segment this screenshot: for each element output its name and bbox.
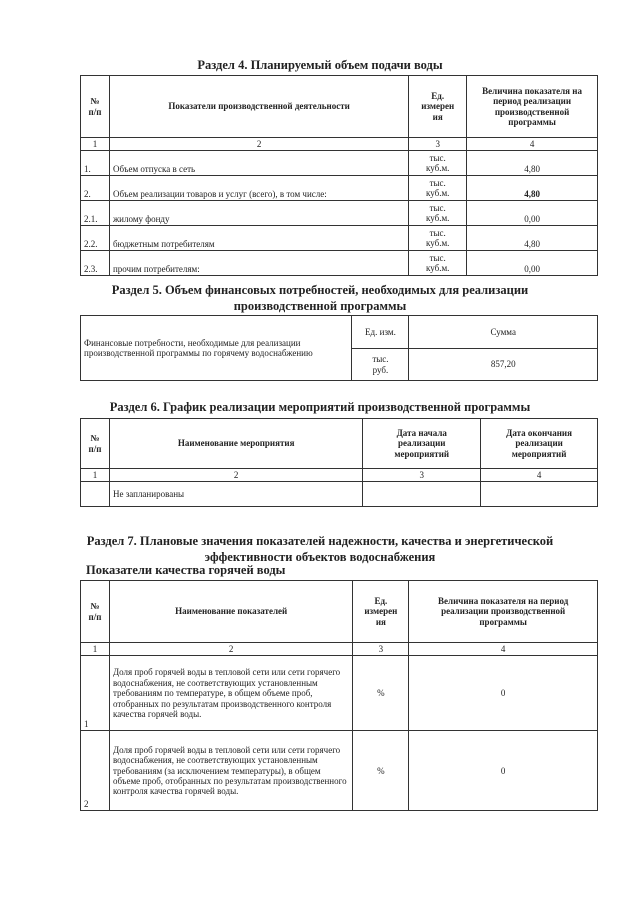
- table-row: [81, 226, 598, 251]
- row-number: 2.2.: [81, 226, 110, 251]
- row-name: бюджетным потребителям: [109, 226, 408, 251]
- row-number: 1: [81, 656, 110, 731]
- s7-header-num: № п/п: [81, 581, 110, 643]
- row-value: 4,80: [467, 176, 598, 201]
- row-value: 0: [409, 731, 598, 811]
- row-number: 2.1.: [81, 201, 110, 226]
- row-value: 0,00: [467, 251, 598, 276]
- row-value: 0: [409, 656, 598, 731]
- row-name: Объем реализации товаров и услуг (всего), в том числе:: [109, 176, 408, 201]
- section7-title-line2: эффективности объектов водоснабжения: [204, 550, 436, 564]
- table-row: [81, 482, 598, 507]
- row-unit: тыс. куб.м.: [409, 226, 467, 251]
- row-number: 2: [81, 731, 110, 811]
- s6-header-end: Дата окончания реализации мероприятий: [481, 419, 598, 469]
- s7-numrow-3: 3: [353, 643, 409, 656]
- s7-header-value: Величина показателя на период реализации производственной программы: [409, 581, 598, 643]
- row-number: 1.: [81, 151, 110, 176]
- s7-header-indicator: Наименование показателей: [109, 581, 352, 643]
- s5-financial-needs: Финансовые потребности, необходимые для реализации производственной программы по горячему водоснабжению: [81, 316, 352, 381]
- section4-table: [80, 75, 598, 276]
- section6-table: [80, 418, 598, 507]
- row-name: Доля проб горячей воды в тепловой сети или сети горячего водоснабжения, не соответствующих установленным требованиям (за исключением температуры), в общем объеме проб, отобранных по результатам производственного контроля качества горячей воды.: [109, 731, 352, 811]
- s4-header-value: Величина показателя на период реализации производственной программы: [467, 76, 598, 138]
- s6-numrow-3: 3: [363, 469, 481, 482]
- row-unit: тыс. куб.м.: [409, 151, 467, 176]
- s6-header-event: Наименование мероприятия: [109, 419, 362, 469]
- row-name: Доля проб горячей воды в тепловой сети или сети горячего водоснабжения, не соответствующих установленным требованиям по температуре, в общем объеме проб, отобранных по результатам производственного контроля качества горячей воды.: [109, 656, 352, 731]
- s5-sum-value: 857,20: [409, 349, 598, 381]
- section5-table: [80, 315, 598, 381]
- table-row: [81, 201, 598, 226]
- s4-header-unit: Ед. измерен ия: [409, 76, 467, 138]
- s6-header-start: Дата начала реализации мероприятий: [363, 419, 481, 469]
- s4-numrow-1: 1: [81, 138, 110, 151]
- row-unit: %: [353, 731, 409, 811]
- s7-numrow-4: 4: [409, 643, 598, 656]
- s7-numrow-2: 2: [109, 643, 352, 656]
- table-row: [81, 251, 598, 276]
- section5-title-line2: производственной программы: [233, 299, 407, 313]
- s6-not-planned: Не запланированы: [109, 482, 362, 507]
- s6-numrow-4: 4: [481, 469, 598, 482]
- s5-unit: тыс. руб.: [352, 349, 409, 381]
- section5-title: Раздел 5. Объем финансовых потребностей, необходимых для реализации: [111, 283, 529, 297]
- row-name: прочим потребителям:: [109, 251, 408, 276]
- section7-table: [80, 580, 598, 811]
- s4-header-indicator: Показатели производственной деятельности: [109, 76, 408, 138]
- row-unit: %: [353, 656, 409, 731]
- row-unit: тыс. куб.м.: [409, 251, 467, 276]
- s6-numrow-1: 1: [81, 469, 110, 482]
- section7-title: Раздел 7. Плановые значения показателей надежности, качества и энергетической: [86, 534, 554, 548]
- section4-title: Раздел 4. Планируемый объем подачи воды: [197, 58, 443, 72]
- table-row: [81, 656, 598, 731]
- s4-header-num: № п/п: [81, 76, 110, 138]
- row-number: 2.3.: [81, 251, 110, 276]
- row-value: 0,00: [467, 201, 598, 226]
- table-row: [81, 731, 598, 811]
- s6-numrow-2: 2: [109, 469, 362, 482]
- table-row: [81, 176, 598, 201]
- row-unit: тыс. куб.м.: [409, 201, 467, 226]
- row-unit: тыс. куб.м.: [409, 176, 467, 201]
- s7-header-unit: Ед. измерен ия: [353, 581, 409, 643]
- table-row: [81, 151, 598, 176]
- section6-title: Раздел 6. График реализации мероприятий производственной программы: [109, 400, 531, 414]
- s4-numrow-4: 4: [467, 138, 598, 151]
- row-value: 4,80: [467, 151, 598, 176]
- s6-header-num: № п/п: [81, 419, 110, 469]
- row-name: жилому фонду: [109, 201, 408, 226]
- s4-numrow-2: 2: [109, 138, 408, 151]
- s5-header-sum: Сумма: [409, 316, 598, 349]
- s5-header-unit: Ед. изм.: [352, 316, 409, 349]
- s4-numrow-3: 3: [409, 138, 467, 151]
- section7-subtitle: Показатели качества горячей воды: [86, 563, 286, 577]
- s7-numrow-1: 1: [81, 643, 110, 656]
- row-number: 2.: [81, 176, 110, 201]
- row-value: 4,80: [467, 226, 598, 251]
- row-name: Объем отпуска в сеть: [109, 151, 408, 176]
